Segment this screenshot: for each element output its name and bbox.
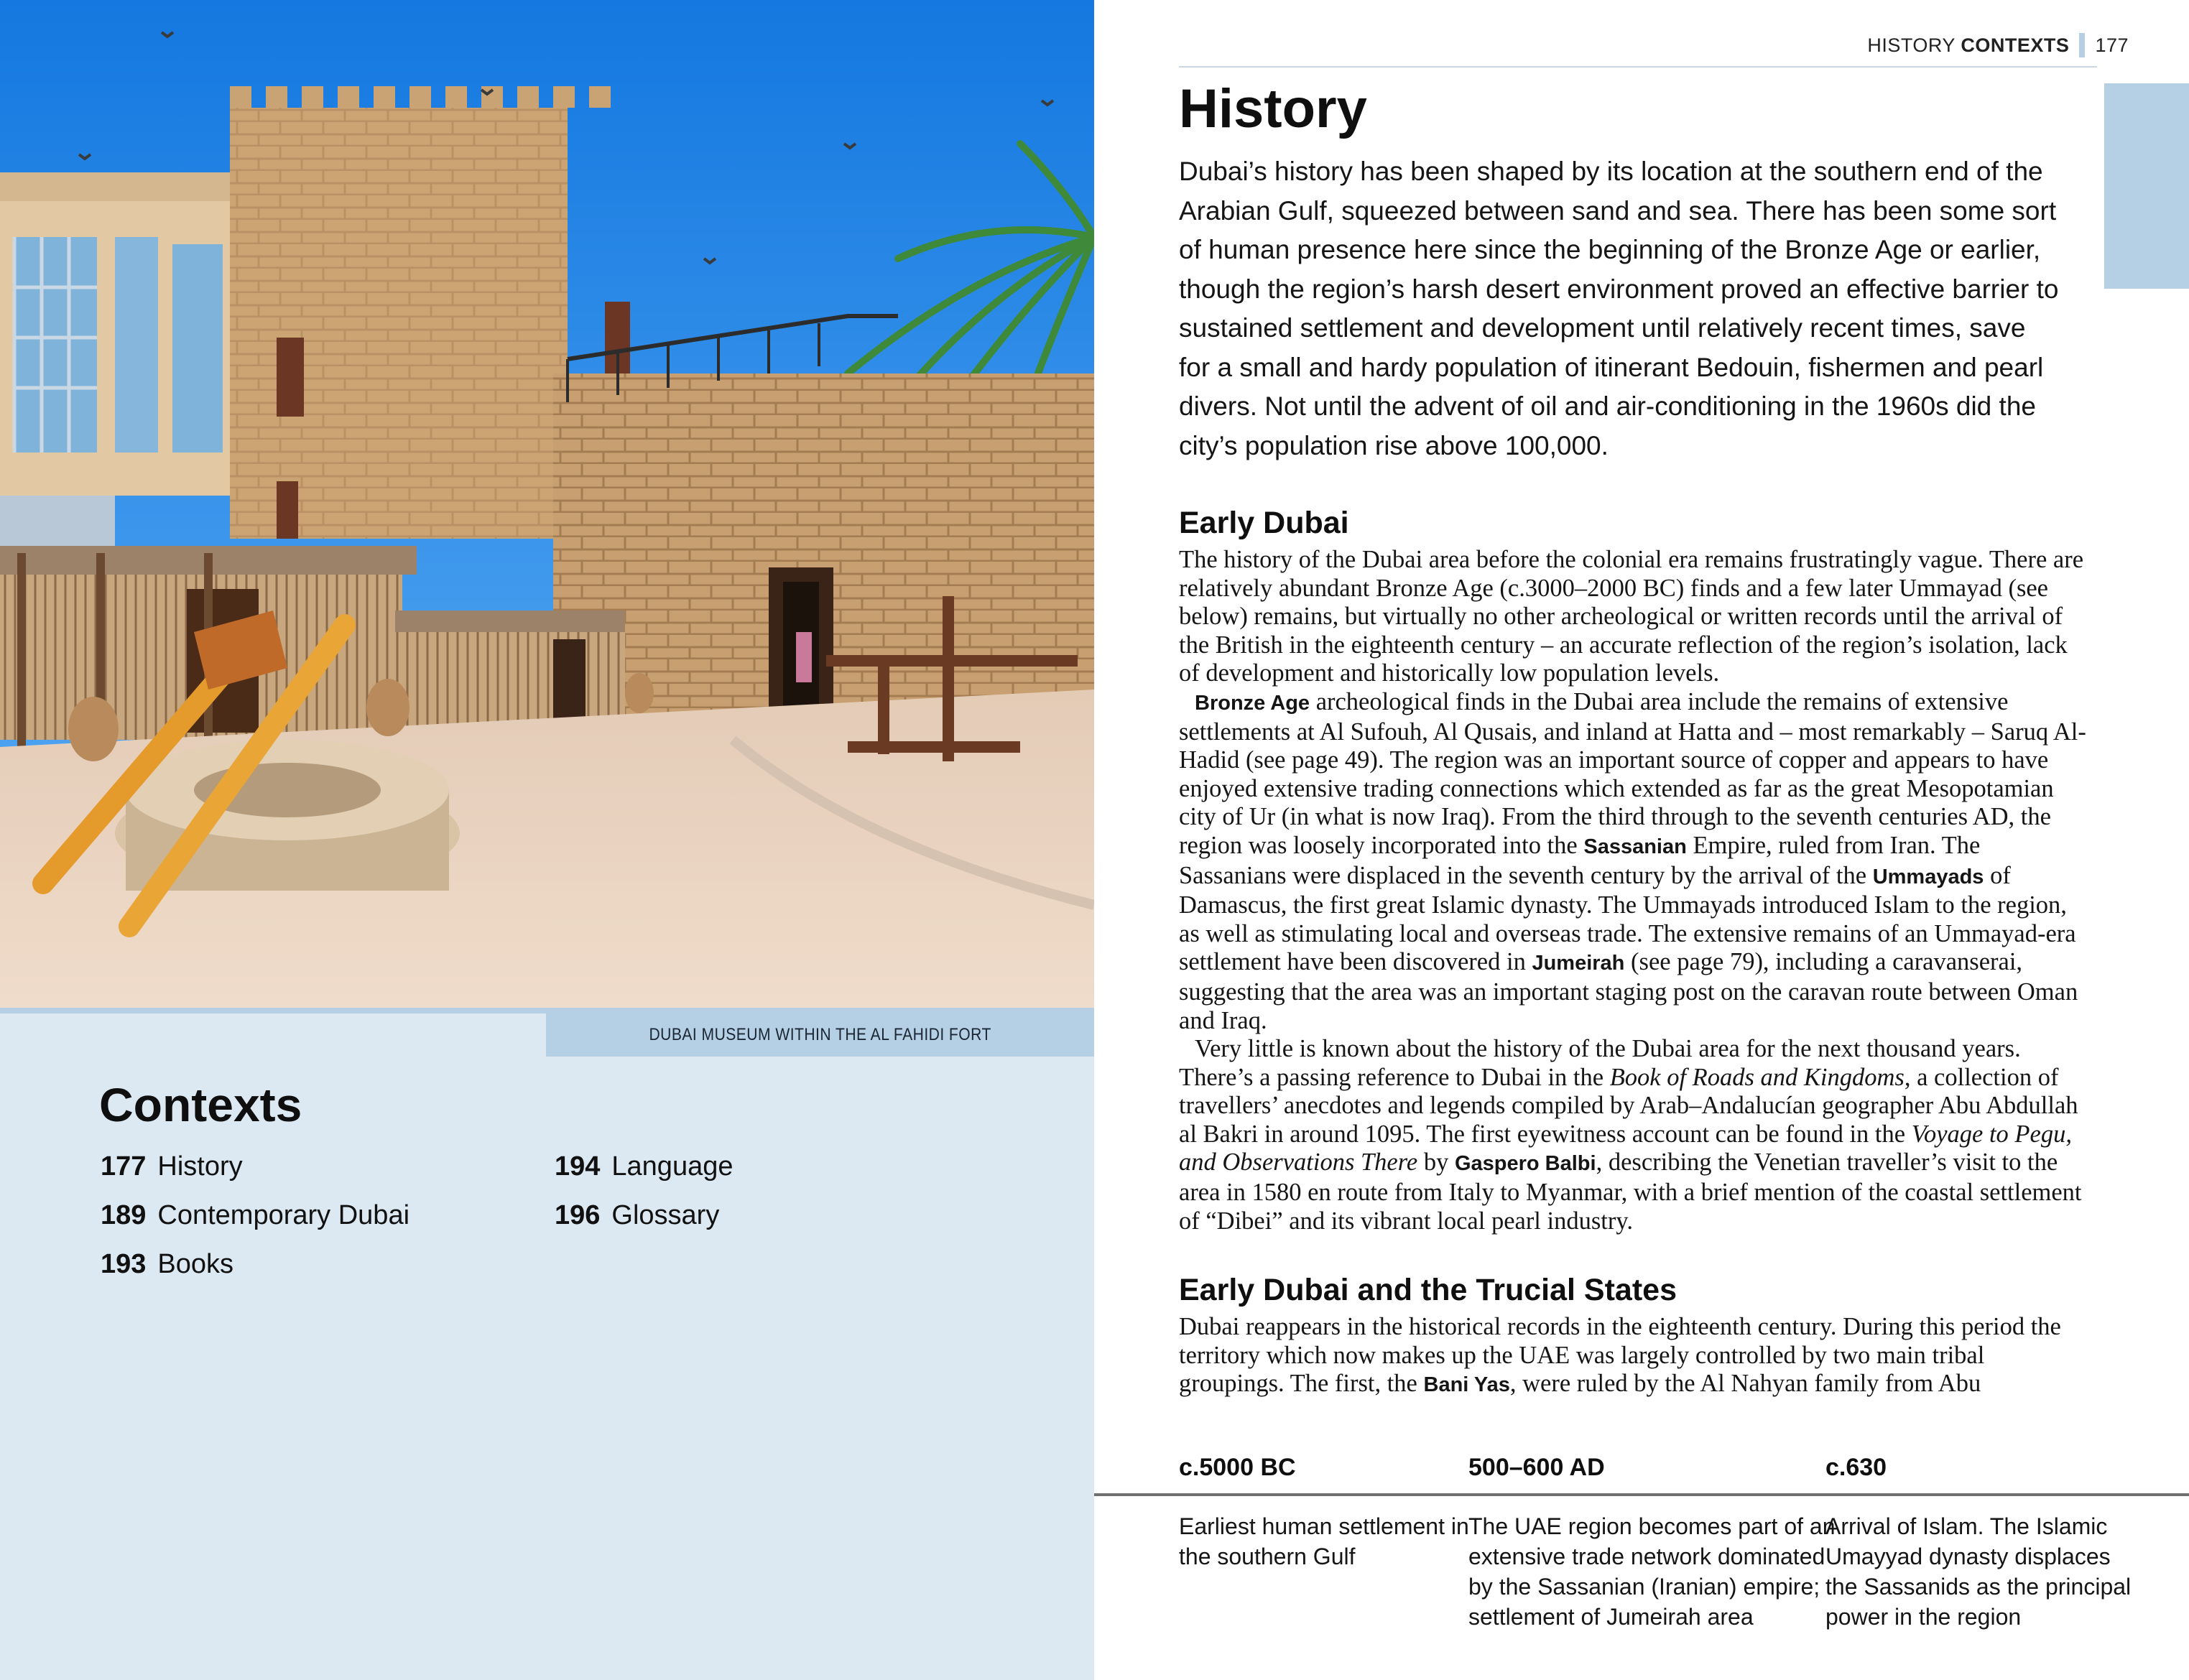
toc-item-contemporary-dubai[interactable] (101, 1191, 409, 1240)
photo-rule (0, 1008, 1094, 1013)
book-title: Voyage to Pegu, and Observations There (1179, 1120, 2072, 1177)
header-rule (1179, 66, 2097, 68)
timeline-line: settlement of Jumeirah area (1468, 1604, 1754, 1630)
toc-page-number: 189 (101, 1200, 147, 1230)
timeline-line: extensive trade network dominated (1468, 1544, 1825, 1569)
keyword: Bronze Age (1195, 691, 1310, 715)
text-run: of Damascus, the first great Islamic dynasty. The Ummayads introduced Islam to the region, as well as stimulating local and overseas trade. The extensive remains of an Ummayad-era settlement have been discovered in (1179, 861, 2076, 976)
left-page (0, 0, 1094, 1680)
text-run: archeological finds in the Dubai area include the remains of extensive settlements at Al Sufouh, Al Qusais, and inland at Hatta and – most remarkably – Saruq Al-Hadid (see page 49). The region was an important source of copper and appears to have enjoyed extensive trading connections which extended as far as the great Mesopotamian city of Ur (in what is now Iraq). From the third through to the seventh centuries AD, the region was loosely incorporated into the (1179, 687, 2086, 859)
keyword: Gaspero Balbi (1454, 1152, 1596, 1176)
text-run: , a collection of travellers’ anecdotes and legends compiled by Arab–Andalucían geographer Abu Abdullah al Bakri in around 1095. The first eyewitness account can be found in the (1179, 1063, 2078, 1148)
keyword: Bani Yas (1423, 1373, 1510, 1397)
header-section: HISTORY (1867, 34, 1956, 56)
text-run: Very little is known about the history of the Dubai area for the next thousand years. There’s a passing reference to Dubai in the (1179, 1035, 2021, 1091)
toc-page-number: 194 (555, 1151, 601, 1182)
book-title: Book of Roads and Kingdoms (1609, 1063, 1905, 1091)
timeline-date: 500–600 AD (1468, 1454, 1605, 1481)
text-run: (see page 79), including a caravanserai, suggesting that the area was an important staging post on the caravan route between Oman and Iraq. (1179, 948, 2078, 1034)
toc-label: Glossary (611, 1200, 720, 1230)
header-chapter: CONTEXTS (1961, 34, 2070, 56)
timeline-rule (1094, 1493, 2189, 1496)
toc-page-number: 196 (555, 1200, 601, 1230)
page-title: History (1179, 78, 1367, 139)
timeline-entry (1468, 1511, 1836, 1632)
timeline-line: the Sassanids as the principal (1825, 1574, 2132, 1600)
paragraph (1179, 688, 2088, 1035)
keyword: Sassanian (1583, 835, 1687, 858)
timeline-line: by the Sassanian (Iranian) empire; (1468, 1574, 1820, 1600)
text-run: Empire, ruled from Iran. The Sassanians were displaced in the seventh century by the arrival of the (1179, 831, 1981, 889)
timeline-entry (1179, 1511, 1469, 1572)
heading-trucial-states: Early Dubai and the Trucial States (1179, 1273, 1677, 1307)
contexts-toc-col1 (101, 1142, 409, 1289)
running-header-title (1867, 34, 2069, 57)
timeline-line: the southern Gulf (1179, 1544, 1356, 1569)
contexts-toc-col2 (555, 1142, 733, 1240)
keyword: Jumeirah (1532, 952, 1625, 975)
heading-early-dubai: Early Dubai (1179, 506, 1349, 540)
contexts-title: Contexts (99, 1078, 302, 1131)
toc-label: Books (157, 1249, 234, 1279)
toc-label: Language (611, 1151, 733, 1182)
photo-caption (546, 1013, 1094, 1057)
keyword: Ummayads (1872, 865, 1984, 888)
toc-page-number: 193 (101, 1249, 147, 1279)
photo-caption-text: DUBAI MUSEUM WITHIN THE AL FAHIDI FORT (649, 1025, 991, 1044)
text-run: Dubai reappears in the historical records in the eighteenth century. During this period the territory which now makes up the UAE was largely controlled by two main tribal groupings. The first, the (1179, 1313, 2061, 1398)
paragraph: The history of the Dubai area before the colonial era remains frustratingly vague. There are relatively abundant Bronze Age (c.3000–2000 BC) finds and a few later Ummayad (see below) remains, but virtually no other archeological or written records until the arrival of the British in the eighteenth century – an accurate reflection of the region’s isolation, lack of development and historically low population levels. (1179, 546, 2084, 687)
timeline-entry (1825, 1511, 2131, 1632)
text-run: by (1417, 1148, 1455, 1177)
toc-item-history[interactable] (101, 1142, 409, 1191)
toc-label: History (157, 1151, 243, 1182)
intro-paragraph: Dubai’s history has been shaped by its location at the southern end of the Arabian Gulf, squeezed between sand and sea. There has been some sort of human presence here since the beginning of the Bronze Age or earlier, though the region’s harsh desert environment proved an effective barrier to sustained settlement and development until relatively recent times, save for a small and hardy population of itinerant Bedouin, fishermen and pearl divers. Not until the advent of oil and air-conditioning in the 1960s did the city’s population rise above 100,000. (1179, 157, 2059, 460)
toc-label: Contemporary Dubai (157, 1200, 410, 1230)
timeline-line: The UAE region becomes part of an (1468, 1513, 1836, 1539)
paragraph (1179, 1035, 2088, 1235)
section-early-dubai (1179, 546, 2088, 1235)
section-trucial-states (1179, 1313, 2088, 1400)
timeline-date: c.5000 BC (1179, 1454, 1296, 1481)
timeline-line: Earliest human settlement in (1179, 1513, 1469, 1539)
modern-building (0, 172, 237, 496)
toc-item-glossary[interactable] (555, 1191, 733, 1240)
paragraph (1179, 1313, 2088, 1400)
timeline-line: power in the region (1825, 1604, 2022, 1630)
timeline-date: c.630 (1825, 1454, 1887, 1481)
timeline-line: Arrival of Islam. The Islamic (1825, 1513, 2108, 1539)
running-header (1867, 33, 2129, 57)
timeline-line: Umayyad dynasty displaces (1825, 1544, 2111, 1569)
toc-page-number: 177 (101, 1151, 147, 1182)
text-run: , describing the Venetian traveller’s visit to the area in 1580 en route from Italy to Myanmar, with a brief mention of the coastal settlement of “Dibei” and its vibrant local pearl industry. (1179, 1148, 2082, 1235)
chapter-tab (2104, 83, 2189, 289)
toc-item-language[interactable] (555, 1142, 733, 1191)
header-separator (2079, 33, 2085, 57)
page-number: 177 (2095, 34, 2129, 56)
text-run: , were ruled by the Al Nahyan family from Abu (1509, 1370, 1981, 1398)
museum-photo (0, 0, 1094, 1008)
toc-item-books[interactable] (101, 1240, 409, 1289)
